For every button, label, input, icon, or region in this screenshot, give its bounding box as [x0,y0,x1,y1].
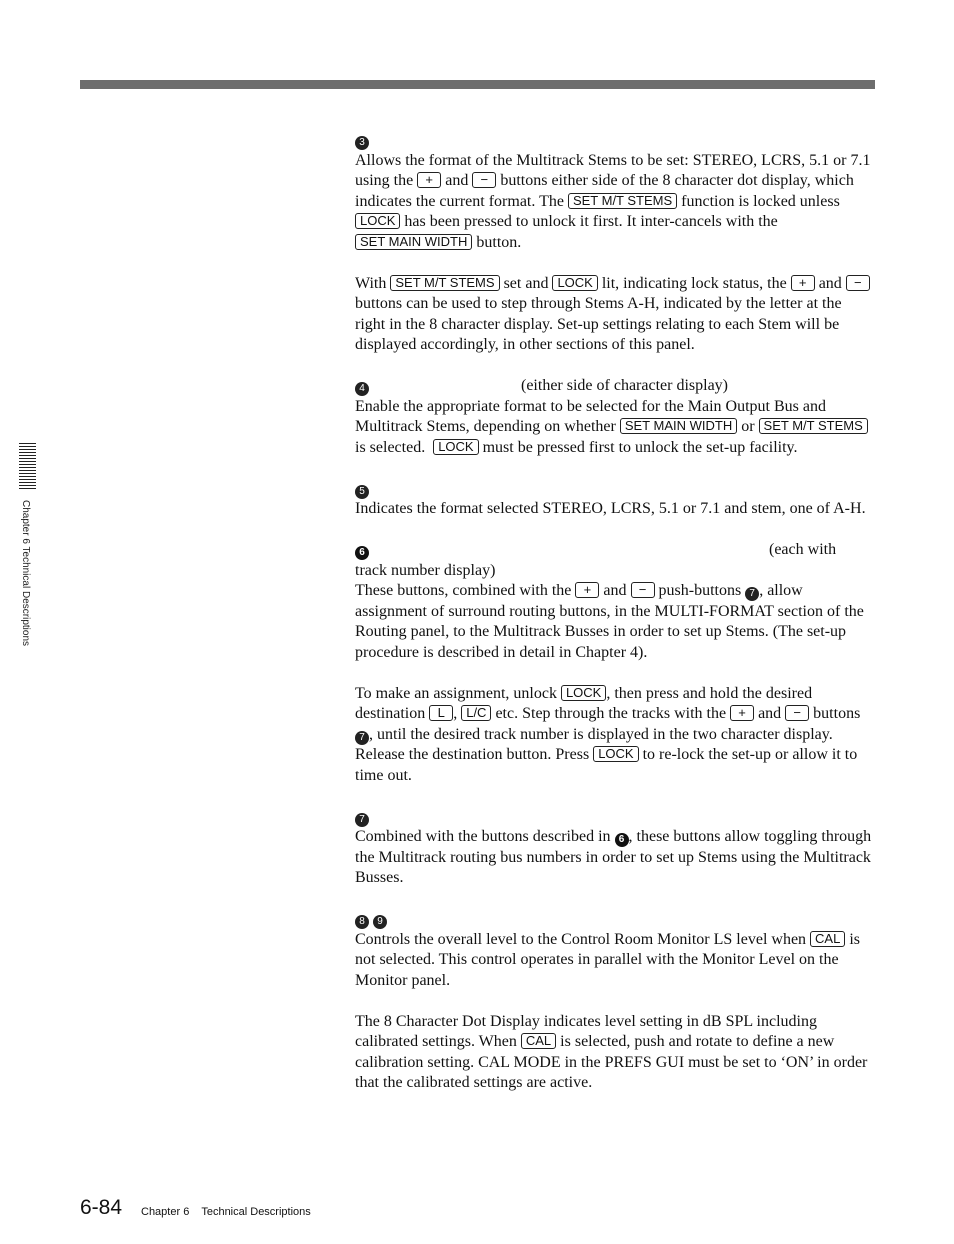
section-6-para-2: To make an assignment, unlock LOCK , then press and hold the desired destination L , L/C etc. Step through the tracks with the + and − buttons 7 , until the desired track number is displayed in the two character display. Release the destination button. Press LOCK to re-lock the set-up or allow it to time out. [355,684,861,784]
callout-5-icon: 5 [355,485,369,499]
section-6-heading: 6 (each with [355,540,875,561]
section-8-9-heading [355,909,875,930]
plus-key: + [791,275,815,291]
callout-7-icon: 7 [745,587,759,601]
plus-key: + [417,172,441,188]
footer-chapter-label: Chapter 6 Technical Descriptions [141,1206,311,1218]
l-key: L [429,705,453,721]
lock-key: LOCK [552,275,597,291]
lock-key: LOCK [593,746,638,762]
set-mt-stems-key: SET M/T STEMS [759,418,868,434]
callout-7-icon: 7 [355,813,369,827]
lock-key: LOCK [355,213,400,229]
minus-key: − [472,172,496,188]
plus-key: + [730,705,754,721]
set-main-width-key: SET MAIN WIDTH [620,418,737,434]
section-8-9-para-1: Controls the overall level to the Control Room Monitor LS level when CAL is not selected. This control operates in parallel with the Monitor Level on the Monitor panel. [355,930,861,989]
callout-3-icon: 3 [355,136,369,150]
minus-key: − [785,705,809,721]
section-3-para-2: With SET M/T STEMS set and LOCK lit, indicating lock status, the + and − buttons can be used to step through Stems A-H, indicated by the letter at the right in the 8 character display. Set-up settings relating to each Stem will be displayed accordingly, in other sections of this panel. [355,274,875,356]
minus-key: − [631,582,655,598]
section-7-para-1: Combined with the buttons described in 6 , these buttons allow toggling through the Multitrack routing bus numbers in order to set up Stems using the Multitrack Busses. [355,828,872,886]
callout-9-icon: 9 [373,915,387,929]
plus-key: + [575,582,599,598]
section-4-heading: 4 (either side of character display) [355,376,875,397]
section-8-9-para-2: The 8 Character Dot Display indicates level setting in dB SPL including calibrated settings. When CAL is selected, push and rotate to define a new calibration setting. CAL MODE in the PREFS GUI must be set to ‘ON’ in order that the calibrated settings are active. [355,1012,868,1091]
callout-6-icon: 6 [615,833,629,847]
lock-key: LOCK [433,439,478,455]
set-mt-stems-key: SET M/T STEMS [568,193,677,209]
section-3-heading [355,130,875,151]
section-3-para-1: Allows the format of the Multitrack Stems to be set: STEREO, LCRS, 5.1 or 7.1 using the + and − buttons either side of the 8 character dot display, which indicates the current format. The SET M/T STEMS function is locked unless LOCK has been pressed to unlock it first. It inter-cancels with the SET MAIN WIDTH button. [355,151,871,251]
minus-key: − [846,275,870,291]
lc-key: L/C [461,705,491,721]
page-content [355,130,875,1094]
set-main-width-key: SET MAIN WIDTH [355,234,472,250]
callout-6-icon: 6 [355,546,369,560]
section-6-heading-cont: track number display) [355,561,496,579]
header-rule [80,80,875,89]
lock-key: LOCK [561,685,606,701]
section-6-para-1: These buttons, combined with the + and − push-buttons 7 , allow assignment of surround routing buttons, in the MULTI-FORMAT section of the Routing panel, to the Multitrack Busses in order to set up Stems. (The set-up procedure is described in detail in Chapter 4). [355,582,864,661]
page-number: 6-84 [80,1196,123,1219]
section-5-heading [355,479,875,500]
callout-8-icon: 8 [355,915,369,929]
cal-key: CAL [810,931,845,947]
section-5-para-1: Indicates the format selected STEREO, LCRS, 5.1 or 7.1 and stem, one of A-H. [355,500,866,517]
section-7-heading [355,807,875,828]
cal-key: CAL [521,1033,556,1049]
side-chapter-label: Chapter 6 Technical Descriptions [20,500,31,647]
section-4-para-1: Enable the appropriate format to be selected for the Main Output Bus and Multitrack Stems, depending on whether SET MAIN WIDTH or SET M/T STEMS is selected. LOCK must be pressed first to unlock the set-up facility. [355,397,875,459]
callout-4-icon: 4 [355,382,369,396]
callout-7-icon: 7 [355,731,369,745]
set-mt-stems-key: SET M/T STEMS [390,275,499,291]
chapter-tab-marker [19,443,36,490]
